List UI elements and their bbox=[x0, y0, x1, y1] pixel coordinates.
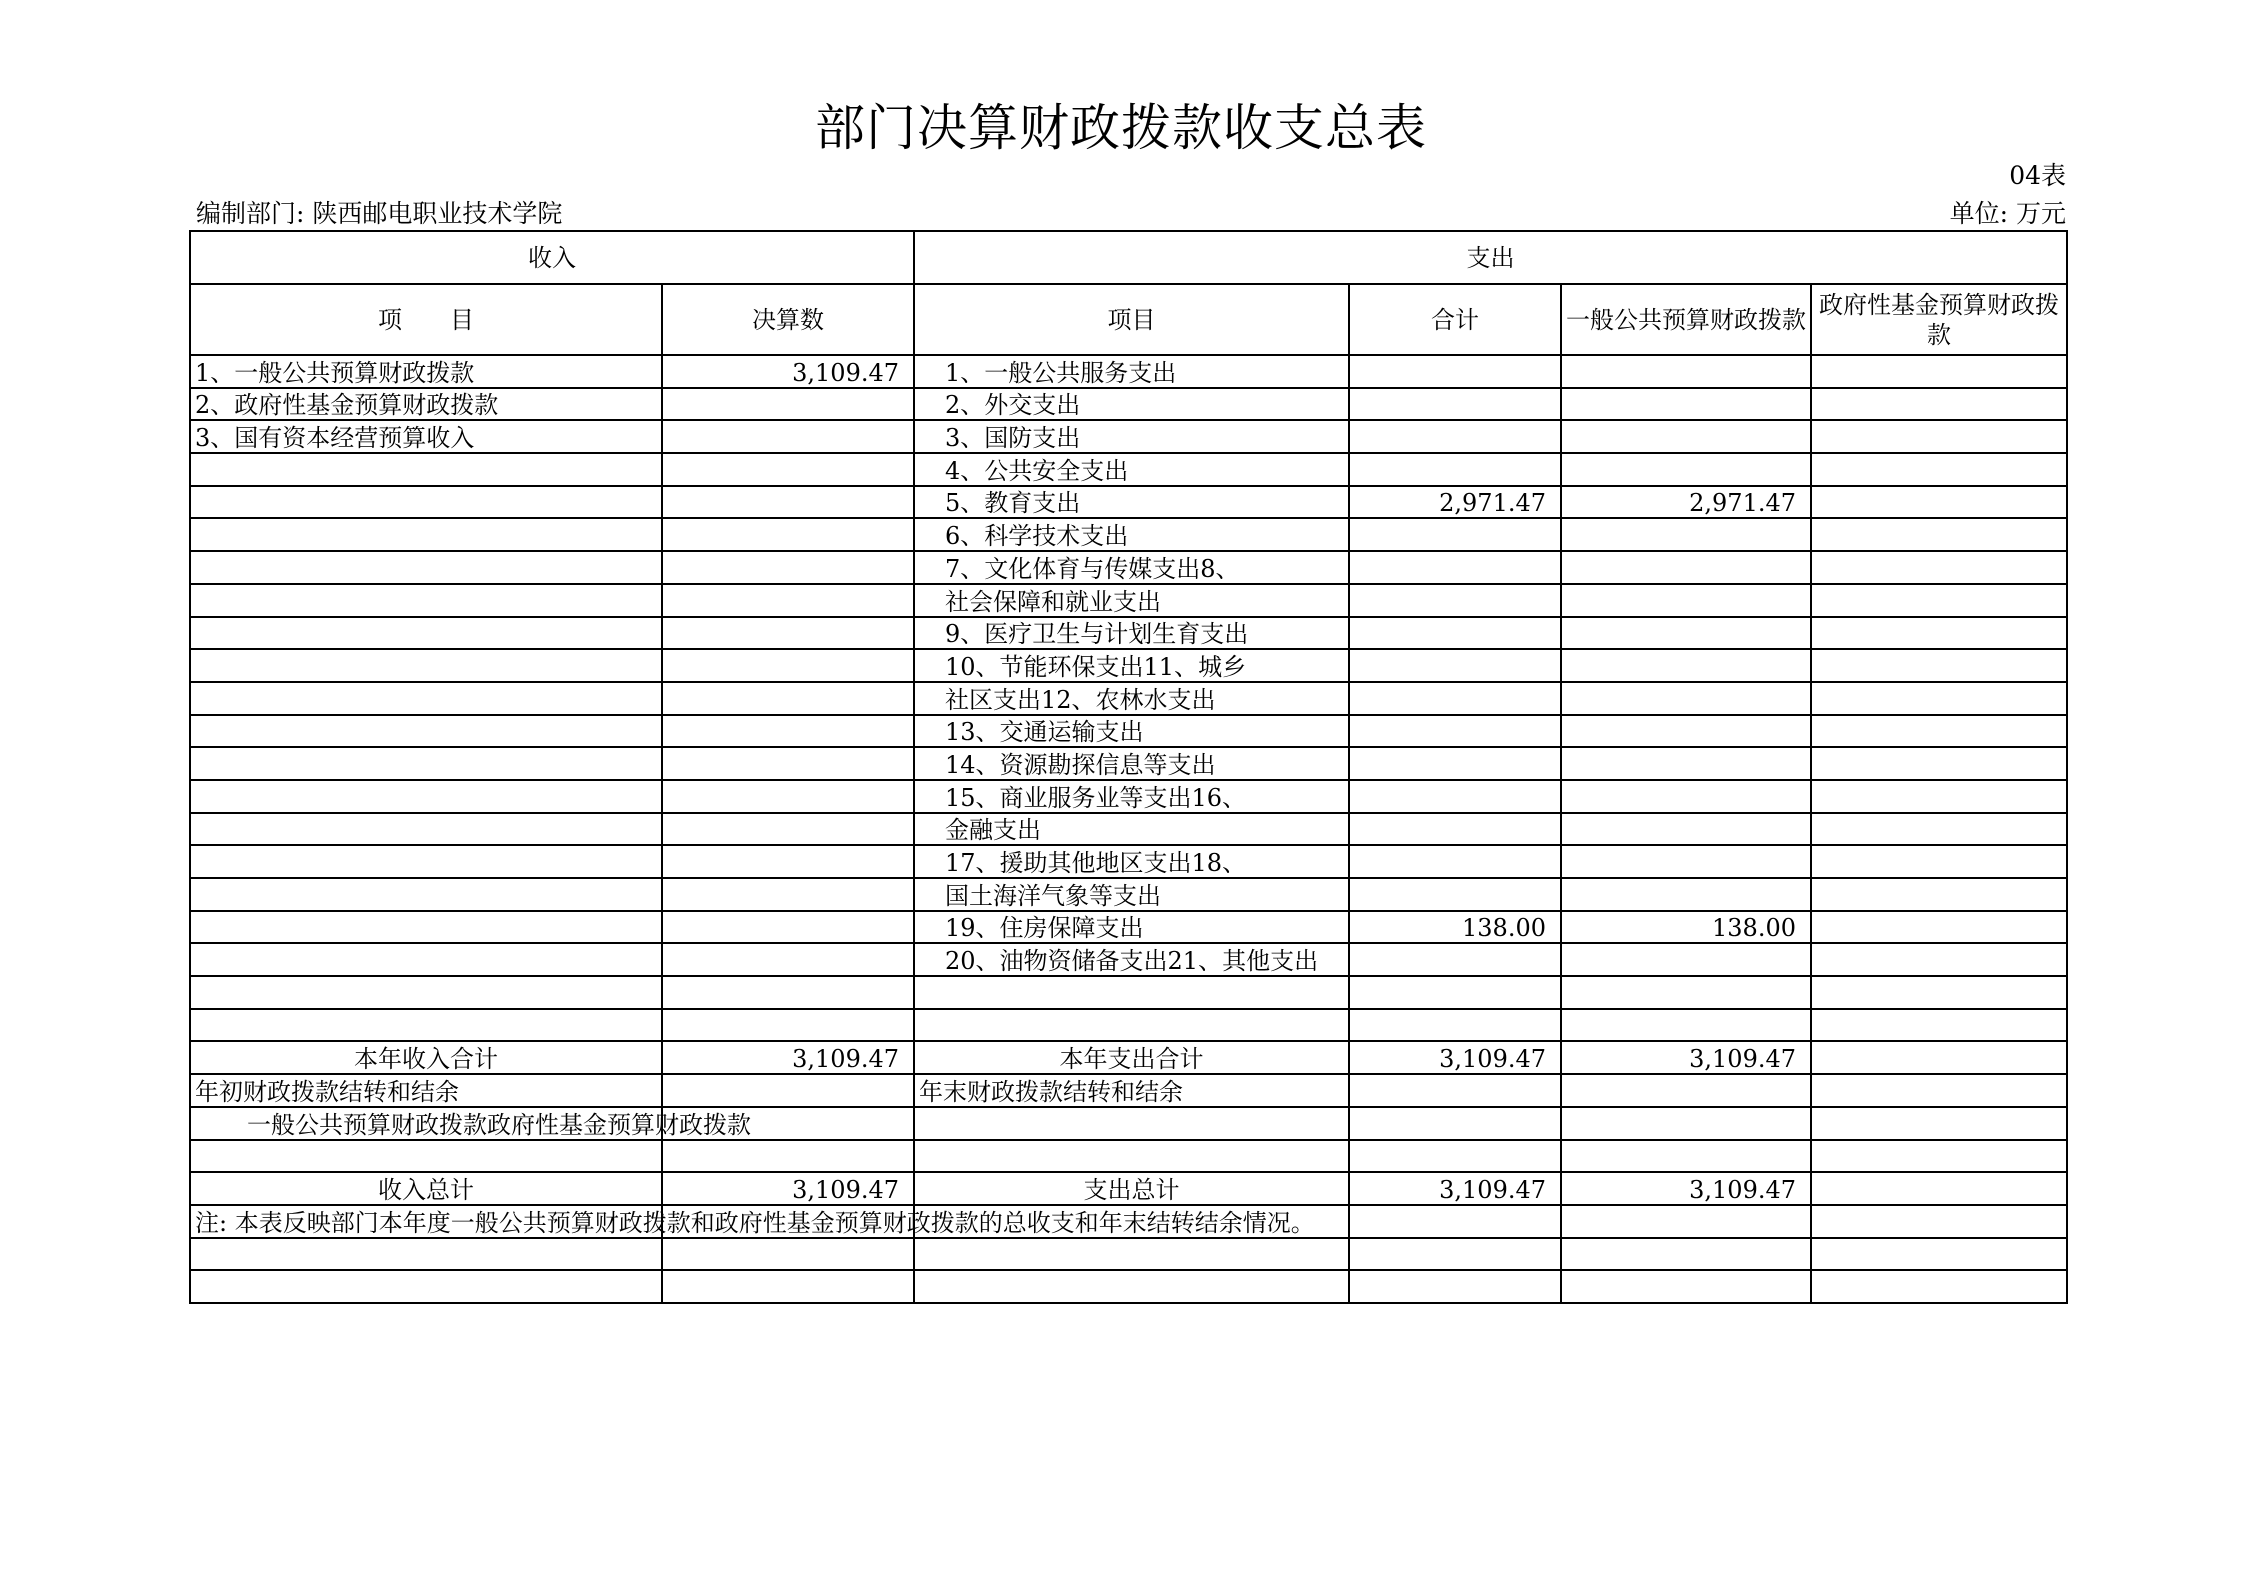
general-budget-cell: 138.00 bbox=[1561, 911, 1811, 944]
income-amount-cell bbox=[662, 584, 914, 617]
gov-fund-cell bbox=[1811, 682, 2067, 715]
general-budget-cell bbox=[1561, 453, 1811, 486]
expense-item-cell: 2、外交支出 bbox=[914, 388, 1349, 421]
blank-row bbox=[190, 1238, 2067, 1271]
expense-header: 支出 bbox=[914, 231, 2067, 284]
general-budget-cell bbox=[1561, 780, 1811, 813]
expense-total-cell bbox=[1349, 747, 1561, 780]
general-budget-cell bbox=[1561, 1107, 1811, 1140]
income-item-cell: 2、政府性基金预算财政拨款 bbox=[190, 388, 662, 421]
expense-item-cell bbox=[914, 1107, 1349, 1140]
table-row bbox=[190, 518, 2067, 551]
expense-total-cell bbox=[1349, 780, 1561, 813]
gov-fund-cell bbox=[1811, 584, 2067, 617]
income-amount-cell bbox=[662, 780, 914, 813]
income-amount-cell bbox=[662, 453, 914, 486]
income-item-cell bbox=[190, 518, 662, 551]
grand-total-row bbox=[190, 1172, 2067, 1205]
expense-item-cell bbox=[914, 1140, 1349, 1173]
expense-item-cell: 9、医疗卫生与计划生育支出 bbox=[914, 617, 1349, 650]
income-item-cell bbox=[190, 1238, 662, 1271]
income-amount-cell bbox=[662, 1009, 914, 1042]
income-item-cell bbox=[190, 649, 662, 682]
general-budget-cell bbox=[1561, 649, 1811, 682]
income-item-cell bbox=[190, 1205, 1315, 1238]
total-header: 合计 bbox=[1349, 284, 1561, 355]
income-amount-cell bbox=[662, 388, 914, 421]
carry-detail-label: 一般公共预算财政拨款政府性基金预算财政拨款 bbox=[247, 1110, 751, 1139]
income-amount-cell bbox=[662, 1238, 914, 1271]
unit-label: 单位: 万元 bbox=[1949, 199, 2066, 228]
general-budget-cell bbox=[1561, 1074, 1811, 1107]
general-budget-cell bbox=[1561, 747, 1811, 780]
income-item-cell bbox=[190, 1140, 662, 1173]
gov-fund-cell bbox=[1811, 617, 2067, 650]
income-item-cell bbox=[190, 780, 662, 813]
table-row bbox=[190, 486, 2067, 519]
general-budget-cell bbox=[1561, 813, 1811, 846]
final-amount-header: 决算数 bbox=[662, 284, 914, 355]
gov-fund-cell bbox=[1811, 845, 2067, 878]
expense-item-cell bbox=[914, 976, 1349, 1009]
income-amount-cell bbox=[662, 1074, 914, 1107]
income-item-cell bbox=[190, 584, 662, 617]
expense-total-cell bbox=[1349, 453, 1561, 486]
expense-total-cell bbox=[1349, 518, 1561, 551]
gov-fund-cell bbox=[1811, 1074, 2067, 1107]
expense-item-header: 项目 bbox=[914, 284, 1349, 355]
table-row bbox=[190, 813, 2067, 846]
expense-item-cell: 20、油物资储备支出21、其他支出 bbox=[914, 943, 1349, 976]
income-item-cell bbox=[190, 813, 662, 846]
income-amount-cell bbox=[662, 486, 914, 519]
general-budget-cell bbox=[1561, 878, 1811, 911]
expense-total-cell bbox=[1349, 1238, 1561, 1271]
general-budget-cell bbox=[1561, 388, 1811, 421]
expense-total-cell bbox=[1349, 355, 1561, 388]
expense-total-cell bbox=[1349, 551, 1561, 584]
form-number: 04表 bbox=[2009, 161, 2066, 190]
table-row bbox=[190, 388, 2067, 421]
expense-total-cell bbox=[1349, 1270, 1561, 1303]
expense-item-cell: 15、商业服务业等支出16、 bbox=[914, 780, 1349, 813]
expense-total-cell bbox=[1349, 682, 1561, 715]
general-budget-cell bbox=[1561, 617, 1811, 650]
income-amount-cell bbox=[662, 878, 914, 911]
expense-total-cell bbox=[1349, 813, 1561, 846]
department-label: 编制部门: 陕西邮电职业技术学院 bbox=[196, 199, 563, 228]
gov-fund-cell bbox=[1811, 878, 2067, 911]
income-amount-cell bbox=[662, 1140, 914, 1173]
expense-total-cell bbox=[1349, 1205, 1561, 1238]
gov-fund-cell bbox=[1811, 780, 2067, 813]
table-row bbox=[190, 453, 2067, 486]
blank-row bbox=[190, 1140, 2067, 1173]
general-budget-cell: 3,109.47 bbox=[1561, 1172, 1811, 1205]
general-budget-cell bbox=[1561, 518, 1811, 551]
expense-item-cell: 国土海洋气象等支出 bbox=[914, 878, 1349, 911]
expense-item-cell: 19、住房保障支出 bbox=[914, 911, 1349, 944]
general-budget-cell bbox=[1561, 584, 1811, 617]
general-budget-header: 一般公共预算财政拨款 bbox=[1561, 284, 1811, 355]
expense-total-cell bbox=[1349, 943, 1561, 976]
general-budget-cell bbox=[1561, 1205, 1811, 1238]
expense-total-cell bbox=[1349, 878, 1561, 911]
general-budget-cell bbox=[1561, 1140, 1811, 1173]
income-item-cell bbox=[190, 1270, 662, 1303]
expense-item-cell: 4、公共安全支出 bbox=[914, 453, 1349, 486]
expense-total-cell: 138.00 bbox=[1349, 911, 1561, 944]
income-item-cell bbox=[190, 911, 662, 944]
gov-fund-cell bbox=[1811, 1140, 2067, 1173]
gov-fund-cell bbox=[1811, 518, 2067, 551]
income-item-cell bbox=[190, 878, 662, 911]
income-item-cell bbox=[190, 715, 662, 748]
expense-total-cell bbox=[1349, 845, 1561, 878]
income-item-cell bbox=[190, 845, 662, 878]
expense-item-cell: 10、节能环保支出11、城乡 bbox=[914, 649, 1349, 682]
income-amount-cell bbox=[662, 747, 914, 780]
expense-item-cell: 社会保障和就业支出 bbox=[914, 584, 1349, 617]
budget-table bbox=[189, 230, 2068, 1304]
expense-item-cell: 13、交通运输支出 bbox=[914, 715, 1349, 748]
expense-total-cell bbox=[1349, 1107, 1561, 1140]
general-budget-cell bbox=[1561, 976, 1811, 1009]
gov-fund-cell bbox=[1811, 1238, 2067, 1271]
expense-total-cell bbox=[1349, 715, 1561, 748]
expense-item-cell: 支出总计 bbox=[914, 1172, 1349, 1205]
table-row bbox=[190, 682, 2067, 715]
general-budget-cell bbox=[1561, 715, 1811, 748]
expense-total-cell bbox=[1349, 420, 1561, 453]
general-budget-cell: 2,971.47 bbox=[1561, 486, 1811, 519]
gov-fund-cell bbox=[1811, 486, 2067, 519]
income-item-header: 项 目 bbox=[190, 284, 662, 355]
gov-fund-cell bbox=[1811, 976, 2067, 1009]
gov-fund-cell bbox=[1811, 1205, 2067, 1238]
gov-fund-cell bbox=[1811, 1009, 2067, 1042]
table-row bbox=[190, 355, 2067, 388]
general-budget-cell bbox=[1561, 420, 1811, 453]
income-item-cell bbox=[190, 486, 662, 519]
table-row bbox=[190, 845, 2067, 878]
expense-item-cell: 14、资源勘探信息等支出 bbox=[914, 747, 1349, 780]
income-amount-cell bbox=[662, 845, 914, 878]
year-total-row bbox=[190, 1041, 2067, 1074]
page-title: 部门决算财政拨款收支总表 bbox=[815, 99, 1427, 157]
gov-fund-cell bbox=[1811, 551, 2067, 584]
expense-item-cell: 金融支出 bbox=[914, 813, 1349, 846]
income-amount-cell bbox=[662, 682, 914, 715]
gov-fund-cell bbox=[1811, 453, 2067, 486]
expense-item-cell: 年末财政拨款结转和结余 bbox=[914, 1074, 1349, 1107]
income-amount-cell bbox=[662, 617, 914, 650]
income-amount-cell: 3,109.47 bbox=[662, 1172, 914, 1205]
gov-fund-cell bbox=[1811, 649, 2067, 682]
blank-row bbox=[190, 1009, 2067, 1042]
income-item-cell bbox=[190, 976, 662, 1009]
gov-fund-cell bbox=[1811, 355, 2067, 388]
header-row-1 bbox=[190, 231, 2067, 284]
income-amount-cell bbox=[662, 649, 914, 682]
income-item-cell bbox=[190, 617, 662, 650]
table-row bbox=[190, 617, 2067, 650]
gov-fund-cell bbox=[1811, 1172, 2067, 1205]
gov-fund-cell bbox=[1811, 388, 2067, 421]
expense-item-cell: 7、文化体育与传媒支出8、 bbox=[914, 551, 1349, 584]
general-budget-cell bbox=[1561, 1009, 1811, 1042]
header-row-2 bbox=[190, 284, 2067, 355]
income-item-cell bbox=[190, 1107, 751, 1140]
expense-total-cell bbox=[1349, 1074, 1561, 1107]
general-budget-cell bbox=[1561, 682, 1811, 715]
income-amount-cell bbox=[662, 420, 914, 453]
gov-fund-cell bbox=[1811, 943, 2067, 976]
table-row bbox=[190, 780, 2067, 813]
expense-total-cell: 3,109.47 bbox=[1349, 1041, 1561, 1074]
expense-total-cell bbox=[1349, 1009, 1561, 1042]
general-budget-cell bbox=[1561, 355, 1811, 388]
carry-detail-row bbox=[190, 1107, 2067, 1140]
gov-fund-cell bbox=[1811, 1041, 2067, 1074]
note-row bbox=[190, 1205, 2067, 1238]
expense-item-cell: 6、科学技术支出 bbox=[914, 518, 1349, 551]
general-budget-cell bbox=[1561, 845, 1811, 878]
income-amount-cell bbox=[662, 551, 914, 584]
expense-item-cell: 本年支出合计 bbox=[914, 1041, 1349, 1074]
income-header: 收入 bbox=[190, 231, 914, 284]
income-amount-cell bbox=[662, 518, 914, 551]
expense-item-cell bbox=[914, 1009, 1349, 1042]
blank-row bbox=[190, 976, 2067, 1009]
expense-item-cell: 社区支出12、农林水支出 bbox=[914, 682, 1349, 715]
gov-fund-cell bbox=[1811, 1270, 2067, 1303]
gov-fund-cell bbox=[1811, 420, 2067, 453]
income-item-cell bbox=[190, 453, 662, 486]
income-amount-cell bbox=[662, 976, 914, 1009]
income-item-cell: 收入总计 bbox=[190, 1172, 662, 1205]
gov-fund-cell bbox=[1811, 747, 2067, 780]
income-item-cell: 3、国有资本经营预算收入 bbox=[190, 420, 662, 453]
expense-total-cell bbox=[1349, 388, 1561, 421]
gov-fund-cell bbox=[1811, 1107, 2067, 1140]
general-budget-cell bbox=[1561, 1270, 1811, 1303]
income-item-cell bbox=[190, 1009, 662, 1042]
income-item-cell bbox=[190, 943, 662, 976]
income-item-cell: 年初财政拨款结转和结余 bbox=[190, 1074, 662, 1107]
table-row bbox=[190, 943, 2067, 976]
income-amount-cell bbox=[662, 1270, 914, 1303]
carry-over-row bbox=[190, 1074, 2067, 1107]
expense-item-cell: 3、国防支出 bbox=[914, 420, 1349, 453]
table-row bbox=[190, 747, 2067, 780]
income-item-cell bbox=[190, 551, 662, 584]
gov-fund-cell bbox=[1811, 715, 2067, 748]
expense-item-cell: 5、教育支出 bbox=[914, 486, 1349, 519]
expense-item-cell: 1、一般公共服务支出 bbox=[914, 355, 1349, 388]
table-row bbox=[190, 649, 2067, 682]
income-amount-cell bbox=[662, 943, 914, 976]
general-budget-cell: 3,109.47 bbox=[1561, 1041, 1811, 1074]
income-amount-cell bbox=[662, 715, 914, 748]
note-text: 注: 本表反映部门本年度一般公共预算财政拨款和政府性基金预算财政拨款的总收支和年末结转结余情况。 bbox=[195, 1208, 1315, 1237]
income-item-cell bbox=[190, 747, 662, 780]
gov-fund-cell bbox=[1811, 813, 2067, 846]
expense-total-cell bbox=[1349, 1140, 1561, 1173]
table-row bbox=[190, 584, 2067, 617]
general-budget-cell bbox=[1561, 1238, 1811, 1271]
income-amount-cell bbox=[662, 813, 914, 846]
expense-item-cell bbox=[914, 1238, 1349, 1271]
table-row bbox=[190, 551, 2067, 584]
expense-item-cell: 17、援助其他地区支出18、 bbox=[914, 845, 1349, 878]
table-row bbox=[190, 911, 2067, 944]
expense-total-cell: 3,109.47 bbox=[1349, 1172, 1561, 1205]
expense-total-cell bbox=[1349, 584, 1561, 617]
general-budget-cell bbox=[1561, 551, 1811, 584]
general-budget-cell bbox=[1561, 943, 1811, 976]
expense-item-cell bbox=[914, 1270, 1349, 1303]
income-amount-cell: 3,109.47 bbox=[662, 355, 914, 388]
income-item-cell: 本年收入合计 bbox=[190, 1041, 662, 1074]
blank-row bbox=[190, 1270, 2067, 1303]
expense-total-cell bbox=[1349, 617, 1561, 650]
income-amount-cell bbox=[662, 911, 914, 944]
table-row bbox=[190, 715, 2067, 748]
gov-fund-cell bbox=[1811, 911, 2067, 944]
expense-total-cell: 2,971.47 bbox=[1349, 486, 1561, 519]
expense-total-cell bbox=[1349, 649, 1561, 682]
gov-fund-header: 政府性基金预算财政拨款 bbox=[1811, 284, 2067, 355]
income-item-cell: 1、一般公共预算财政拨款 bbox=[190, 355, 662, 388]
income-amount-cell: 3,109.47 bbox=[662, 1041, 914, 1074]
expense-total-cell bbox=[1349, 976, 1561, 1009]
table-row bbox=[190, 878, 2067, 911]
table-row bbox=[190, 420, 2067, 453]
income-item-cell bbox=[190, 682, 662, 715]
